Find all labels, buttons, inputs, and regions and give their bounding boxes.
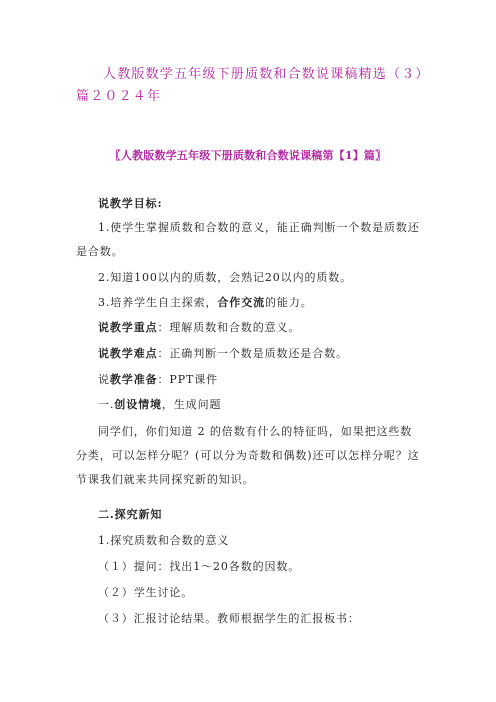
step-1-2: （２）学生讨论。 (98, 586, 194, 599)
step-1-1: （１）提问：找出1～20各数的因数。 (98, 560, 301, 573)
section-2-heading (76, 503, 422, 527)
preparation (76, 368, 422, 392)
section-1-bold: 创设情境 (114, 398, 162, 411)
section-subtitle: 〖人教版数学五年级下册质数和合数说课稿第【1】篇〗 (109, 149, 387, 162)
section-2-bold: 探究新知 (114, 508, 163, 521)
step-1-3: （３）汇报讨论结果。教师根据学生的汇报板书： (98, 612, 360, 625)
key-text: ：理解质数和合数的意义。 (157, 321, 301, 334)
difficulty-label: 说教学难点 (98, 347, 158, 360)
key-label: 说教学重点 (98, 321, 158, 334)
document-title: 人教版数学五年级下册质数和合数说课稿精选（３）篇２０２４年 (76, 67, 424, 104)
difficulty-point (76, 342, 422, 366)
goals-heading: 说教学目标: (98, 197, 163, 210)
intro-paragraph: 同学们，你们知道 2 的倍数有什么的特征吗，如果把这些数分类，可以怎样分呢？(可以分为奇数和偶数)还可以怎样分呢？这节课我们就来共同探究新的知识。 (76, 425, 420, 486)
key-point (76, 316, 422, 340)
prep-text: ：PPT课件 (157, 373, 219, 386)
section-2-number: 二. (98, 508, 115, 521)
prep-pre: 说 (98, 373, 110, 386)
goal-3-bold: 合作交流 (217, 296, 266, 309)
section-1-number: 一. (98, 398, 115, 411)
goal-3 (76, 291, 422, 315)
section-1-heading (76, 393, 422, 417)
difficulty-text: ：正确判断一个数是质数还是合数。 (157, 347, 348, 360)
step-1: 1.探究质数和合数的意义 (98, 534, 230, 547)
prep-label: 教学准备 (109, 373, 158, 386)
goal-3-text: 3.培养学生自主探索， (98, 296, 218, 309)
section-1-tail: ，生成问题 (161, 398, 222, 411)
goal-3-tail: 的能力。 (265, 296, 313, 309)
goal-1: 1.使学生掌握质数和合数的意义，能正确判断一个数是质数还是合数。 (76, 221, 420, 258)
goal-2: 2.知道100以内的质数，会熟记20以内的质数。 (98, 271, 353, 284)
